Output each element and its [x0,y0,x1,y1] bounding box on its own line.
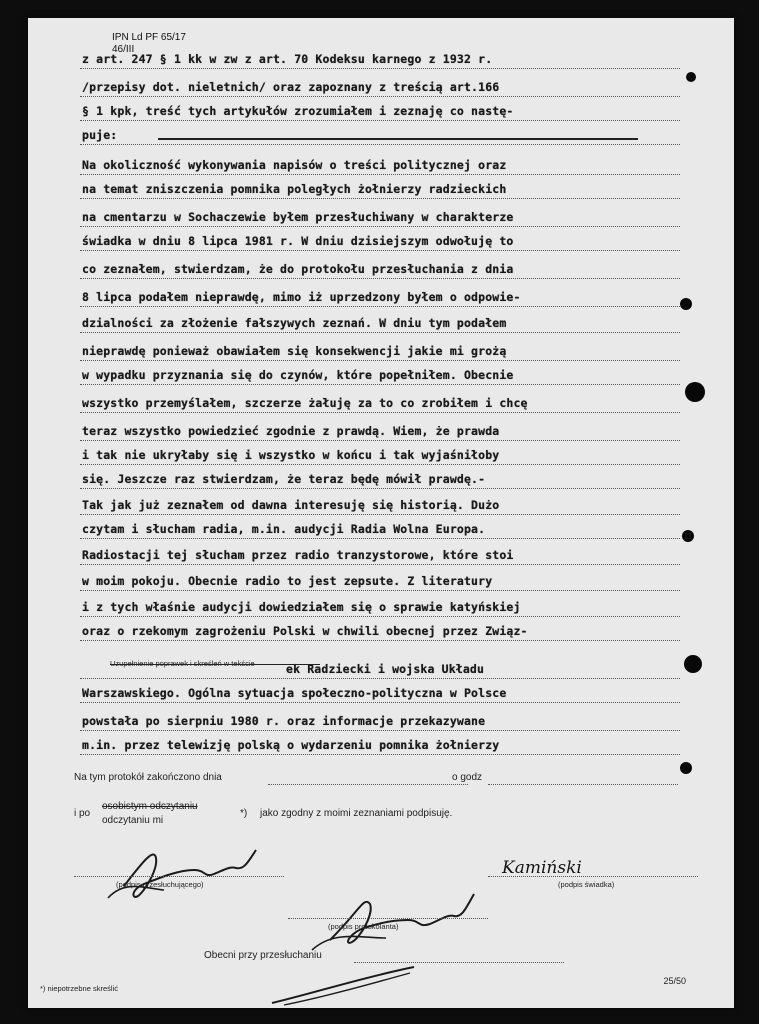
archive-ref-line1: IPN Ld PF 65/17 [112,32,186,43]
ruled-line [80,616,680,617]
punch-hole [684,655,702,673]
witness-signature-line [488,876,698,877]
body-text-line: co zeznałem, stwierdzam, że do protokołu przesłuchania z dnia [82,262,514,276]
option-read-to-me: odczytaniu mi [102,815,164,826]
ruled-line [80,702,680,703]
body-text-line: czytam i słucham radia, m.in. audycji Radia Wolna Europa. [82,522,486,536]
footnote-text: *) niepotrzebne skreślić [40,984,118,993]
body-text-line: dzialności za złożenie fałszywych zeznań. W dniu tym podałem [82,316,507,330]
ruled-line [80,730,680,731]
body-text-line: na cmentarzu w Sochaczewie byłem przesłuchiwany w charakterze [82,210,514,224]
ruled-line [80,198,680,199]
ruled-line [80,754,680,755]
clerk-signature [290,880,490,960]
body-text-line: § 1 kpk, treść tych artykułów zrozumiałem i zeznaję co nastę- [82,104,514,118]
ruled-line [80,488,680,489]
ruled-line [80,278,680,279]
ruled-line [80,332,680,333]
ruled-line [80,678,680,679]
ruled-line [80,384,680,385]
body-text-line: na temat zniszczenia pomnika poległych żołnierzy radzieckich [82,182,507,196]
strike-line [158,138,638,140]
footnote-mark: *) [240,808,248,819]
punch-hole [680,298,692,310]
body-text-line: i tak nie ukryłaby się i wszystko w końcu i tak wyjaśniłoby [82,448,500,462]
body-text-line: z art. 247 § 1 kk w zw z art. 70 Kodeksu karnego z 1932 r. [82,52,493,66]
body-text-line: w wypadku przyznania się do czynów, które popełniłem. Obecnie [82,368,514,382]
ruled-line [80,68,680,69]
body-text-line: nieprawdę ponieważ obawiałem się konsekwencji jakie mi grożą [82,344,507,358]
body-text-line: oraz o rzekomym zagrożeniu Polski w chwili obecnej przez Związ- [82,624,528,638]
ruled-line [80,464,680,465]
body-text-line: Tak jak już zeznałem od dawna interesuję się historią. Dużo [82,498,500,512]
archive-ref-line2: 46/III [112,44,135,55]
punch-hole [680,762,692,774]
ruled-line [80,144,680,145]
ruled-line [80,514,680,515]
ruled-line [80,360,680,361]
body-text-line: się. Jeszcze raz stwierdzam, że teraz będę mówił prawdę.- [82,472,486,486]
witness-signature-label: (podpis świadka) [558,880,615,889]
punch-hole [682,530,694,542]
body-text-line: w moim pokoju. Obecnie radio to jest zepsute. Z literatury [82,574,493,588]
body-text-line: wszystko przemyślałem, szczerze żałuję za to co zrobiłem i chcę [82,396,528,410]
page-number: 25/50 [663,976,686,986]
present-label: Obecni przy przesłuchaniu [204,950,322,961]
body-text-line: i z tych właśnie audycji dowiedziałem się o sprawie katyńskiej [82,600,521,614]
ruled-line [80,640,680,641]
option-personal-reading: osobistym odczytaniu [102,801,198,812]
body-text-line: powstała po sierpniu 1980 r. oraz informacje przekazywane [82,714,486,728]
body-text-line: świadka w dniu 8 lipca 1981 r. W dniu dzisiejszym odwołuję to [82,234,514,248]
document-sheet [28,18,734,1008]
ruled-line [80,440,680,441]
body-text-line: Warszawskiego. Ogólna sytuacja społeczno-polityczna w Polsce [82,686,507,700]
after-prefix: i po [74,808,91,819]
witness-signature: Kamiński [502,858,582,878]
closing-prefix: Na tym protokół zakończono dnia [74,772,222,783]
time-field-line [488,784,678,785]
interrogator-signature-label: (podpis przesłuchującego) [116,880,204,889]
interrogator-signature-line [74,876,284,877]
ruled-line [80,564,680,565]
date-field-line [268,784,468,785]
ruled-line [80,412,680,413]
ruled-line [80,590,680,591]
agreement-text: jako zgodny z moimi zeznaniami podpisuję. [260,808,453,819]
ruled-line [80,120,680,121]
punch-hole [686,72,696,82]
clerk-signature-label: (podpis protokolanta) [328,922,399,931]
correction-stamp-note: Uzupełnienie poprawek i skreśleń w tekście [110,659,255,668]
closing-time-label: o godz [452,772,483,783]
interrogator-signature [84,840,274,910]
ruled-line [80,226,680,227]
ruled-line [80,306,680,307]
body-text-line: Radiostacji tej słucham przez radio tranzystorowe, które stoi [82,548,514,562]
body-text-line: teraz wszystko powiedzieć zgodnie z prawdą. Wiem, że prawda [82,424,500,438]
body-text-line: Na okoliczność wykonywania napisów o treści politycznej oraz [82,158,507,172]
pen-stroke-mark [264,963,424,1008]
ruled-line [80,250,680,251]
body-text-line: ek Radziecki i wojska Układu [286,662,485,676]
body-text-line: /przepisy dot. nieletnich/ oraz zapoznany z treścią art.166 [82,80,500,94]
ruled-line [80,174,680,175]
body-text-line: m.in. przez telewizję polską o wydarzeniu pomnika żołnierzy [82,738,500,752]
body-text-line: 8 lipca podałem nieprawdę, mimo iż uprzedzony byłem o odpowie- [82,290,521,304]
ruled-line [80,96,680,97]
body-text-line: puje: [82,128,118,142]
clerk-signature-line [288,918,488,919]
punch-hole [685,382,705,402]
ruled-line [80,538,680,539]
